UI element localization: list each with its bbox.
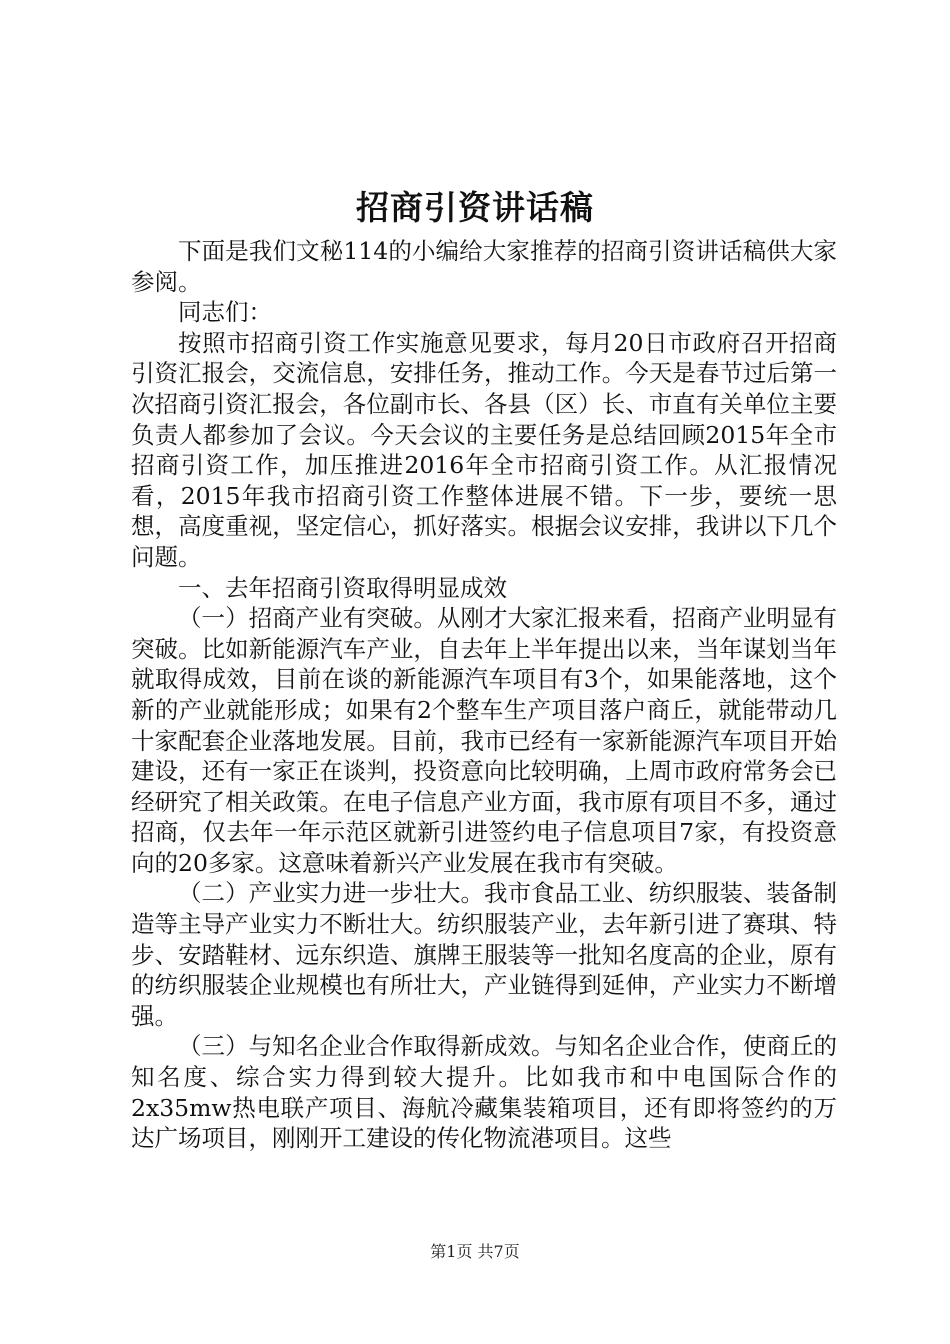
body-paragraph: 按照市招商引资工作实施意见要求，每月20日市政府召开招商引资汇报会，交流信息，安排任务，推动工作。今天是春节过后第一次招商引资汇报会，各位副市长、各县（区）长、市直有关单位主要负责人都参加了会议。今天会议的主要任务是总结回顾2015年全市招商引资工作，加压推进2016年全市招商引资工作。从汇报情况看，2015年我市招商引资工作整体进展不错。下一步，要统一思想，高度重视，坚定信心，抓好落实。根据会议安排，我讲以下几个问题。 (131, 328, 837, 571)
document-body (131, 236, 837, 1154)
section-heading: 一、去年招商引资取得明显成效 (178, 573, 507, 602)
body-paragraph: （一）招商产业有突破。从刚才大家汇报来看，招商产业明显有突破。比如新能源汽车产业，自去年上半年提出以来，当年谋划当年就取得成效，目前在谈的新能源汽车项目有3个，如果能落地，这个新的产业就能形成；如果有2个整车生产项目落户商丘，就能带动几十家配套企业落地发展。目前，我市已经有一家新能源汽车项目开始建设，还有一家正在谈判，投资意向比较明确，上周市政府常务会已经研究了相关政策。在电子信息产业方面，我市原有项目不多，通过招商，仅去年一年示范区就新引进签约电子信息项目7家，有投资意向的20多家。这意味着新兴产业发展在我市有突破。 (131, 604, 837, 877)
salutation: 同志们： (178, 298, 272, 327)
page-number-footer: 第1页 共7页 (430, 1242, 520, 1261)
document-title: 招商引资讲话稿 (356, 188, 594, 227)
intro-paragraph: 下面是我们文秘114的小编给大家推荐的招商引资讲话稿供大家参阅。 (131, 237, 837, 296)
body-paragraph: （三）与知名企业合作取得新成效。与知名企业合作，使商丘的知名度、综合实力得到较大提升。比如我市和中电国际合作的2x35mw热电联产项目、海航冷藏集装箱项目，还有即将签约的万达广场项目，刚刚开工建设的传化物流港项目。这些 (131, 1032, 837, 1153)
body-paragraph: （二）产业实力进一步壮大。我市食品工业、纺织服装、装备制造等主导产业实力不断壮大。纺织服装产业，去年新引进了赛琪、特步、安踏鞋材、远东织造、旗牌王服装等一批知名度高的企业，原有的纺织服装企业规模也有所壮大，产业链得到延伸，产业实力不断增强。 (131, 879, 837, 1030)
